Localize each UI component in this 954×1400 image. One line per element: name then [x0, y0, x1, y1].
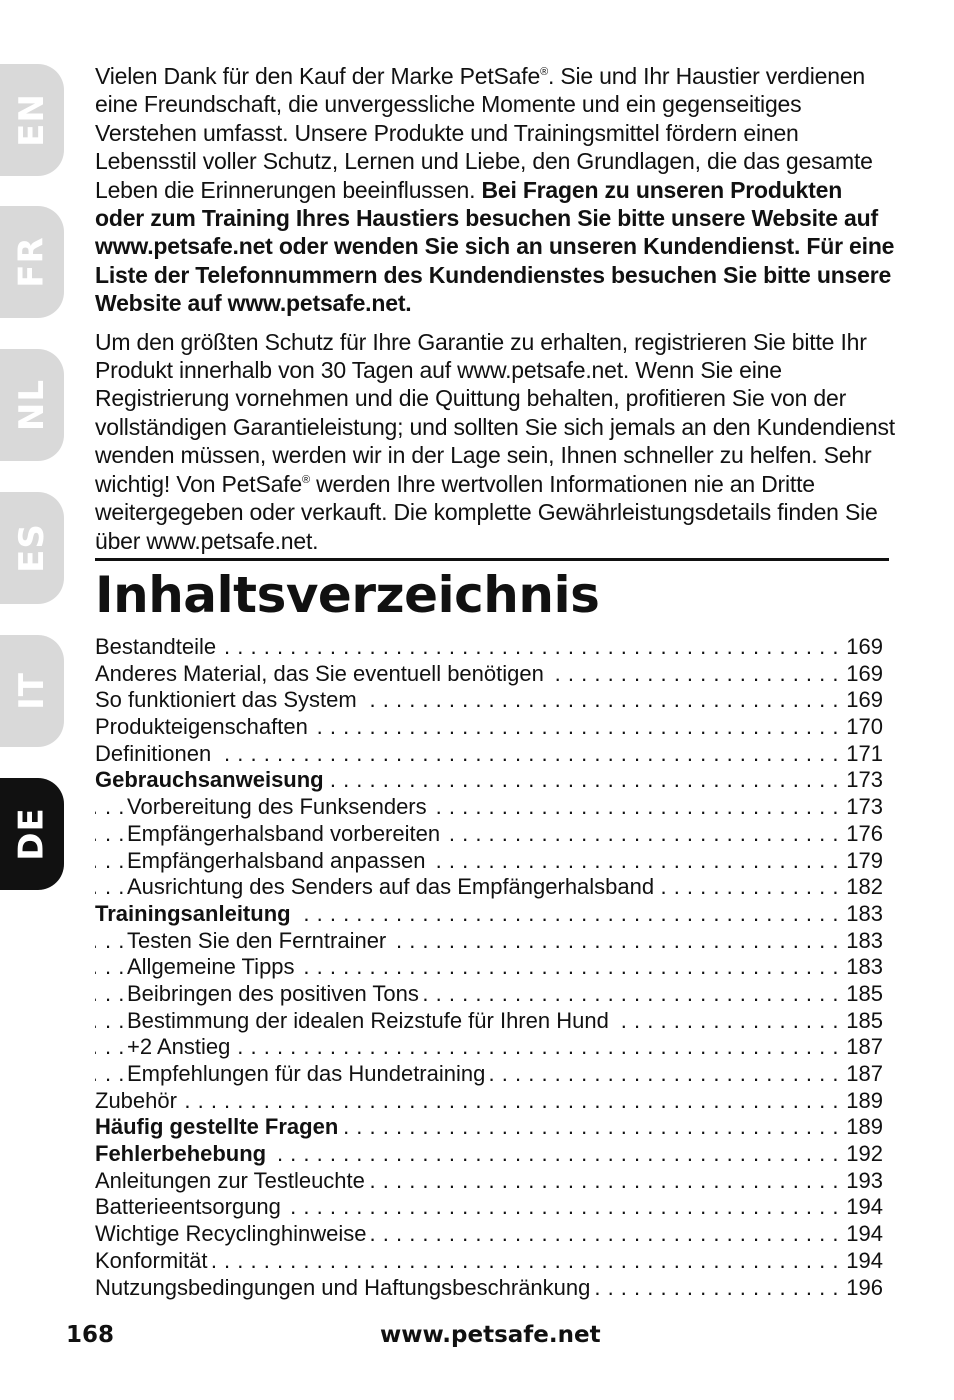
- toc-entry-label: Häufig gestellte Fragen: [95, 1114, 342, 1139]
- language-tab-en[interactable]: [0, 64, 64, 176]
- language-tab-label: ES: [12, 523, 52, 573]
- toc-entry-label: Zubehör: [95, 1088, 181, 1113]
- language-tab-nl[interactable]: [0, 349, 64, 461]
- toc-entry-label: Allgemeine Tipps: [127, 954, 299, 979]
- language-tab-label: NL: [12, 378, 52, 432]
- registered-mark: ®: [540, 66, 548, 78]
- toc-entry[interactable]: [95, 848, 883, 875]
- toc-entry-page: 185: [846, 1007, 883, 1033]
- divider: [95, 558, 889, 561]
- toc-entry-page: 185: [846, 980, 883, 1006]
- toc-entry[interactable]: [95, 1008, 883, 1035]
- toc-entry-page: 176: [846, 820, 883, 846]
- toc-entry[interactable]: [95, 1275, 883, 1302]
- table-of-contents: [95, 634, 883, 1301]
- toc-entry-page: 169: [846, 634, 883, 659]
- toc-entry[interactable]: [95, 1088, 883, 1115]
- toc-entry-label: So funktioniert das System: [95, 687, 361, 712]
- toc-entry[interactable]: [95, 714, 883, 741]
- registered-mark: ®: [301, 473, 310, 486]
- toc-entry-page: 183: [846, 954, 883, 980]
- toc-entry[interactable]: [95, 687, 883, 714]
- toc-entry-page: 189: [846, 1087, 883, 1113]
- language-tab-es[interactable]: [0, 492, 64, 604]
- language-tab-label: EN: [12, 93, 52, 147]
- toc-entry-page: 169: [846, 660, 883, 686]
- toc-entry-label: Empfängerhalsband anpassen: [127, 848, 429, 873]
- toc-entry-label: Produkteigenschaften: [95, 714, 312, 739]
- toc-entry[interactable]: [95, 901, 883, 928]
- intro-section: [95, 62, 895, 555]
- toc-entry-page: 196: [846, 1274, 883, 1300]
- toc-entry-label: Bestimmung der idealen Reizstufe für Ihren Hund: [127, 1008, 613, 1033]
- toc-entry[interactable]: [95, 741, 883, 768]
- toc-entry-page: 189: [846, 1114, 883, 1140]
- intro-text: . Sie und Ihr Haustier verdienen eine Freundschaft, die unvergessliche Momente und ein gegenseitiges Verstehen umfasst. Unsere Produkte und Trainingsmittel fördern einen Lebensstil voller Schutz, Lernen und Liebe, den Grundlagen, die das gesamte Leben die Erinnerungen beeinflussen.: [95, 63, 873, 203]
- toc-entry[interactable]: [95, 1061, 883, 1088]
- toc-entry[interactable]: [95, 1168, 883, 1195]
- toc-entry[interactable]: [95, 874, 883, 901]
- toc-entry-page: 194: [846, 1221, 883, 1247]
- toc-entry-label: Ausrichtung des Senders auf das Empfängerhalsband: [127, 874, 658, 899]
- toc-entry[interactable]: [95, 1141, 883, 1168]
- language-tab-label: DE: [11, 807, 52, 861]
- toc-entry-page: 183: [846, 927, 883, 953]
- toc-entry-label: Gebrauchsanweisung: [95, 767, 328, 792]
- toc-entry-label: Konformität: [95, 1248, 212, 1273]
- toc-entry-label: Wichtige Recyclinghinweise: [95, 1221, 370, 1246]
- language-tab-it[interactable]: [0, 635, 64, 747]
- toc-entry[interactable]: [95, 1221, 883, 1248]
- toc-entry-label: Vorbereitung des Funksenders: [127, 794, 431, 819]
- toc-entry-page: 192: [846, 1141, 883, 1167]
- intro-text: werden Ihre wertvollen Informationen nie an Dritte weitergegeben oder verkauft. Die komplette Gewährleistungsdetails finden Sie über www.petsafe.net.: [95, 470, 878, 554]
- toc-entry-page: 187: [846, 1061, 883, 1086]
- toc-entry[interactable]: [95, 1114, 883, 1141]
- intro-paragraph-2: [95, 328, 895, 555]
- language-tab-label: FR: [12, 236, 52, 288]
- toc-entry-page: 173: [846, 767, 883, 793]
- toc-entry-label: Anderes Material, das Sie eventuell benötigen: [95, 661, 548, 686]
- toc-entry-label: Anleitungen zur Testleuchte: [95, 1168, 369, 1193]
- toc-entry-page: 187: [846, 1034, 883, 1060]
- toc-entry[interactable]: [95, 794, 883, 821]
- toc-entry[interactable]: [95, 954, 883, 981]
- toc-entry-label: Empfängerhalsband vorbereiten: [127, 821, 444, 846]
- toc-entry-page: 173: [846, 794, 883, 820]
- toc-entry[interactable]: [95, 821, 883, 848]
- toc-entry-label: Nutzungsbedingungen und Haftungsbeschränkung: [95, 1275, 594, 1300]
- page-title: Inhaltsverzeichnis: [95, 566, 600, 624]
- toc-entry-label: +2 Anstieg: [127, 1034, 234, 1059]
- toc-entry-label: Fehlerbehebung: [95, 1141, 270, 1166]
- page-number: 168: [66, 1322, 115, 1348]
- toc-entry-page: 194: [846, 1247, 883, 1273]
- toc-entry-label: Trainingsanleitung: [95, 901, 295, 926]
- language-tab-label: IT: [12, 672, 52, 710]
- toc-entry-label: Testen Sie den Ferntrainer: [127, 928, 390, 953]
- toc-entry-label: Definitionen: [95, 741, 215, 766]
- toc-entry-page: 182: [846, 874, 883, 900]
- toc-entry-label: Empfehlungen für das Hundetraining: [127, 1061, 489, 1086]
- intro-text: Vielen Dank für den Kauf der Marke PetSafe: [95, 63, 541, 89]
- intro-paragraph-1: [95, 62, 895, 318]
- language-tab-fr[interactable]: [0, 206, 64, 318]
- toc-entry-page: 179: [846, 847, 883, 873]
- intro-text: Um den größten Schutz für Ihre Garantie zu erhalten, registrieren Sie bitte Ihr Produkt innerhalb von 30 Tagen auf www.petsafe.net. Wenn Sie eine Registrierung vornehmen und die Quittung behalten, profitieren Sie von der vollständigen Garantieleistung; und sollten Sie sich jemals an den Kundendienst wenden müssen, werden wir in der Lage sein, Ihnen schneller zu helfen. Sehr wichtig! Von PetSafe: [95, 328, 895, 497]
- toc-entry[interactable]: [95, 1194, 883, 1221]
- toc-entry-label: Bestandteile: [95, 634, 220, 659]
- intro-contact-note: Bei Fragen zu unseren Produkten oder zum Training Ihres Haustiers besuchen Sie bitte unsere Website auf www.petsafe.net oder wenden Sie sich an unseren Kundendienst. Für eine Liste der Telefonnummern des Kundendienstes besuchen Sie bitte unsere Website auf www.petsafe.net.: [95, 176, 895, 317]
- toc-entry[interactable]: [95, 1034, 883, 1061]
- toc-entry-page: 169: [846, 687, 883, 713]
- toc-entry-page: 193: [846, 1167, 883, 1193]
- toc-entry[interactable]: [95, 661, 883, 688]
- toc-entry-label: Batterieentsorgung: [95, 1194, 285, 1219]
- toc-entry-page: 183: [846, 900, 883, 926]
- toc-entry-page: 171: [846, 740, 883, 766]
- toc-entry-page: 194: [846, 1194, 883, 1220]
- toc-entry-label: Beibringen des positiven Tons: [127, 981, 423, 1006]
- toc-entry[interactable]: [95, 767, 883, 794]
- toc-entry[interactable]: [95, 981, 883, 1008]
- footer-url[interactable]: www.petsafe.net: [380, 1322, 601, 1348]
- language-tab-de[interactable]: [0, 778, 64, 890]
- toc-entry[interactable]: [95, 1248, 883, 1275]
- toc-entry[interactable]: [95, 928, 883, 955]
- toc-entry-page: 170: [846, 714, 883, 740]
- toc-entry[interactable]: [95, 634, 883, 661]
